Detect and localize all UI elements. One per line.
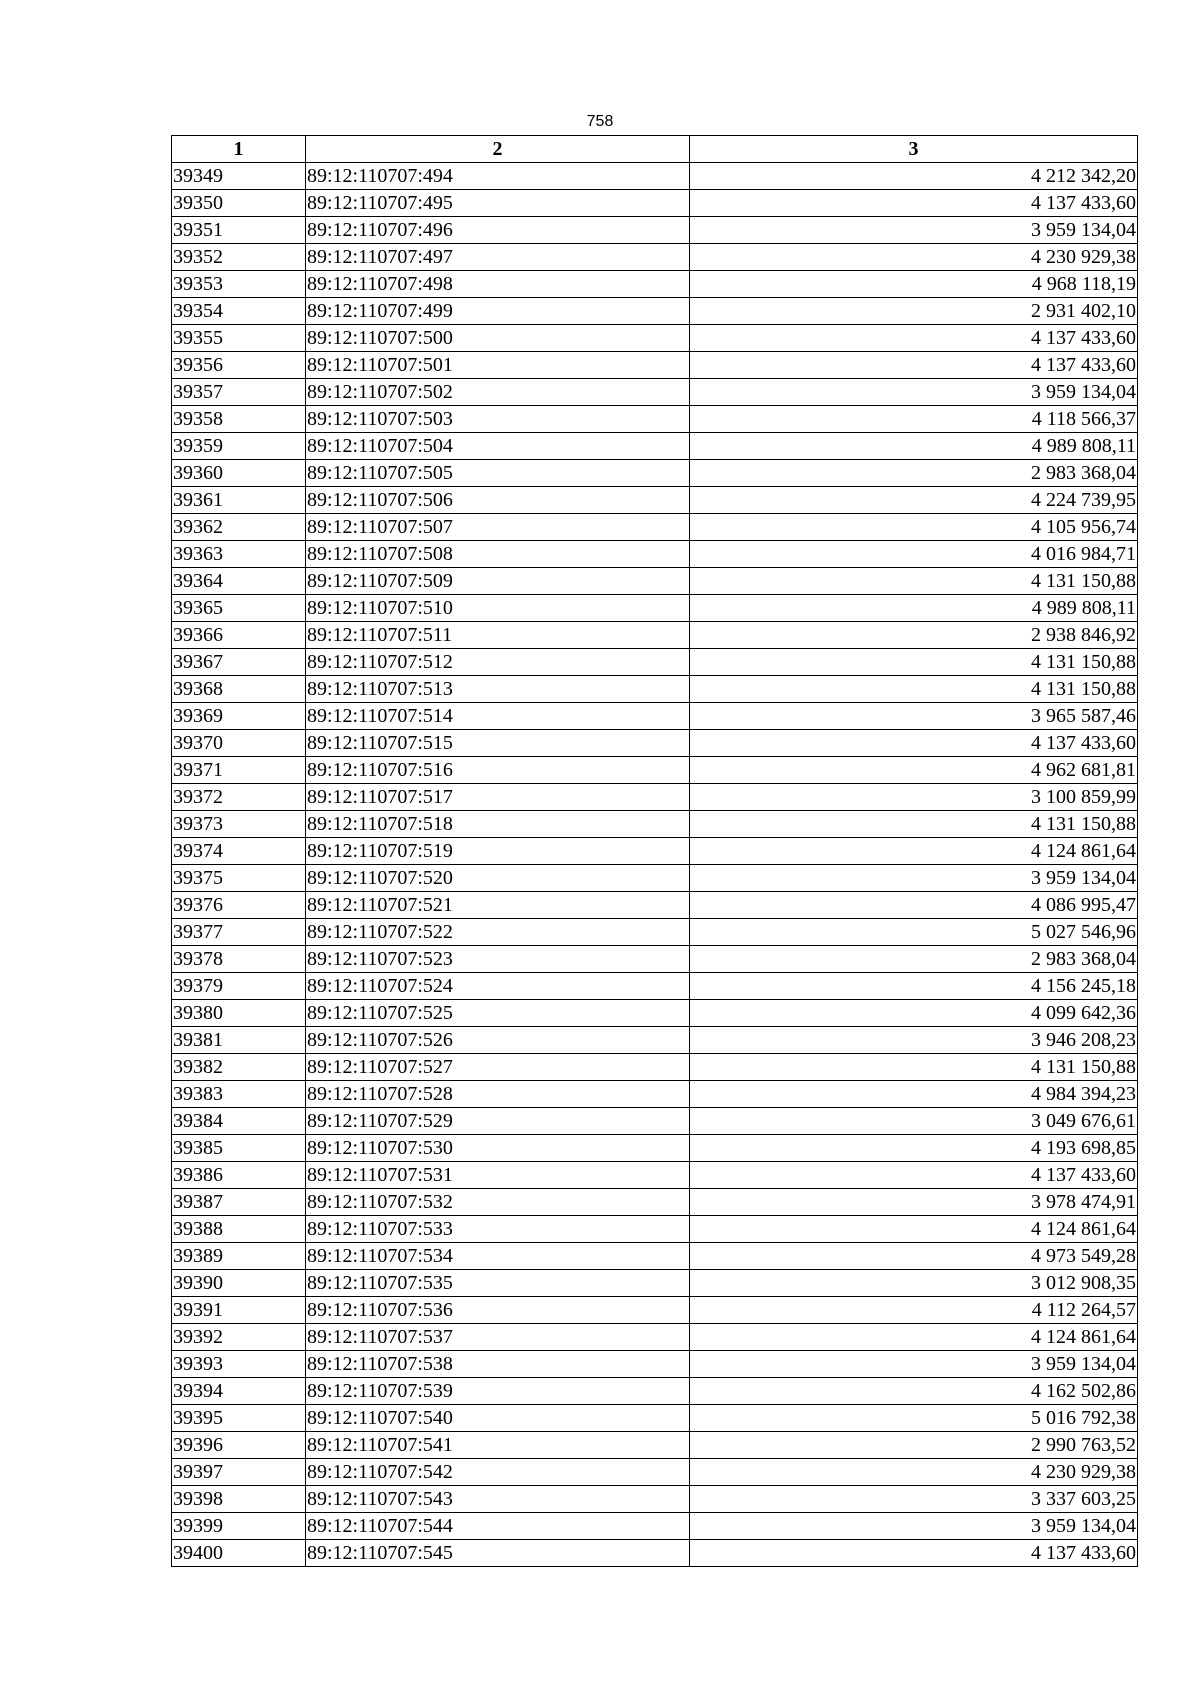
cadastral-number: 89:12:110707:508	[306, 541, 690, 568]
cadastral-value: 4 968 118,19	[690, 271, 1138, 298]
row-number: 39349	[172, 163, 306, 190]
cadastral-value: 4 118 566,37	[690, 406, 1138, 433]
table-row	[172, 811, 1138, 838]
cadastral-number: 89:12:110707:530	[306, 1135, 690, 1162]
cadastral-value: 4 099 642,36	[690, 1000, 1138, 1027]
table-row	[172, 325, 1138, 352]
row-number: 39371	[172, 757, 306, 784]
cadastral-number: 89:12:110707:497	[306, 244, 690, 271]
cadastral-number: 89:12:110707:540	[306, 1405, 690, 1432]
cadastral-number: 89:12:110707:505	[306, 460, 690, 487]
table-row	[172, 460, 1138, 487]
table-row	[172, 1081, 1138, 1108]
table-header-row	[172, 136, 1138, 163]
table-row	[172, 1378, 1138, 1405]
table-row	[172, 433, 1138, 460]
table-row	[172, 1189, 1138, 1216]
row-number: 39392	[172, 1324, 306, 1351]
cadastral-value: 3 946 208,23	[690, 1027, 1138, 1054]
row-number: 39367	[172, 649, 306, 676]
cadastral-number: 89:12:110707:542	[306, 1459, 690, 1486]
cadastral-value: 4 973 549,28	[690, 1243, 1138, 1270]
cadastral-value: 4 989 808,11	[690, 595, 1138, 622]
row-number: 39381	[172, 1027, 306, 1054]
cadastral-number: 89:12:110707:543	[306, 1486, 690, 1513]
cadastral-value: 4 105 956,74	[690, 514, 1138, 541]
cadastral-value: 4 137 433,60	[690, 730, 1138, 757]
cadastral-number: 89:12:110707:504	[306, 433, 690, 460]
cadastral-value: 4 193 698,85	[690, 1135, 1138, 1162]
row-number: 39353	[172, 271, 306, 298]
row-number: 39372	[172, 784, 306, 811]
row-number: 39375	[172, 865, 306, 892]
row-number: 39361	[172, 487, 306, 514]
table-row	[172, 649, 1138, 676]
table-row	[172, 1108, 1138, 1135]
cadastral-number: 89:12:110707:498	[306, 271, 690, 298]
cadastral-value: 4 230 929,38	[690, 244, 1138, 271]
cadastral-number: 89:12:110707:539	[306, 1378, 690, 1405]
row-number: 39370	[172, 730, 306, 757]
row-number: 39397	[172, 1459, 306, 1486]
table-row	[172, 406, 1138, 433]
table-row	[172, 703, 1138, 730]
cadastral-value: 4 124 861,64	[690, 1324, 1138, 1351]
table-row	[172, 379, 1138, 406]
table-row	[172, 1243, 1138, 1270]
table-row	[172, 1486, 1138, 1513]
table-row	[172, 487, 1138, 514]
cadastral-number: 89:12:110707:526	[306, 1027, 690, 1054]
column-header-3: 3	[690, 136, 1138, 163]
cadastral-value: 4 112 264,57	[690, 1297, 1138, 1324]
table-row	[172, 919, 1138, 946]
table-row	[172, 892, 1138, 919]
table-row	[172, 730, 1138, 757]
row-number: 39360	[172, 460, 306, 487]
cadastral-number: 89:12:110707:517	[306, 784, 690, 811]
cadastral-value: 3 965 587,46	[690, 703, 1138, 730]
table-row	[172, 1324, 1138, 1351]
cadastral-number: 89:12:110707:511	[306, 622, 690, 649]
row-number: 39390	[172, 1270, 306, 1297]
table-row	[172, 163, 1138, 190]
row-number: 39394	[172, 1378, 306, 1405]
cadastral-value: 5 027 546,96	[690, 919, 1138, 946]
cadastral-number: 89:12:110707:538	[306, 1351, 690, 1378]
table-row	[172, 1513, 1138, 1540]
table-row	[172, 676, 1138, 703]
table-row	[172, 784, 1138, 811]
row-number: 39363	[172, 541, 306, 568]
row-number: 39377	[172, 919, 306, 946]
cadastral-number: 89:12:110707:545	[306, 1540, 690, 1567]
cadastral-value: 3 959 134,04	[690, 865, 1138, 892]
row-number: 39362	[172, 514, 306, 541]
cadastral-number: 89:12:110707:496	[306, 217, 690, 244]
cadastral-number: 89:12:110707:520	[306, 865, 690, 892]
row-number: 39366	[172, 622, 306, 649]
table-row	[172, 946, 1138, 973]
row-number: 39364	[172, 568, 306, 595]
cadastral-number: 89:12:110707:500	[306, 325, 690, 352]
cadastral-value: 4 984 394,23	[690, 1081, 1138, 1108]
cadastral-number: 89:12:110707:513	[306, 676, 690, 703]
table-row	[172, 1297, 1138, 1324]
cadastral-number: 89:12:110707:506	[306, 487, 690, 514]
cadastral-number: 89:12:110707:525	[306, 1000, 690, 1027]
row-number: 39389	[172, 1243, 306, 1270]
cadastral-value: 4 137 433,60	[690, 1540, 1138, 1567]
cadastral-value: 4 989 808,11	[690, 433, 1138, 460]
row-number: 39350	[172, 190, 306, 217]
cadastral-number: 89:12:110707:537	[306, 1324, 690, 1351]
cadastral-number: 89:12:110707:502	[306, 379, 690, 406]
row-number: 39357	[172, 379, 306, 406]
cadastral-value: 4 212 342,20	[690, 163, 1138, 190]
cadastral-number: 89:12:110707:515	[306, 730, 690, 757]
row-number: 39356	[172, 352, 306, 379]
table-row	[172, 1054, 1138, 1081]
cadastral-value: 3 100 859,99	[690, 784, 1138, 811]
row-number: 39379	[172, 973, 306, 1000]
row-number: 39387	[172, 1189, 306, 1216]
column-header-2: 2	[306, 136, 690, 163]
cadastral-number: 89:12:110707:529	[306, 1108, 690, 1135]
cadastral-value: 4 016 984,71	[690, 541, 1138, 568]
row-number: 39398	[172, 1486, 306, 1513]
table-row	[172, 1216, 1138, 1243]
cadastral-number: 89:12:110707:495	[306, 190, 690, 217]
table-row	[172, 838, 1138, 865]
row-number: 39368	[172, 676, 306, 703]
cadastral-value: 4 137 433,60	[690, 325, 1138, 352]
cadastral-value: 4 156 245,18	[690, 973, 1138, 1000]
cadastral-value: 2 983 368,04	[690, 946, 1138, 973]
row-number: 39396	[172, 1432, 306, 1459]
table-row	[172, 1000, 1138, 1027]
cadastral-number: 89:12:110707:518	[306, 811, 690, 838]
cadastral-value: 3 959 134,04	[690, 1351, 1138, 1378]
table-row	[172, 1162, 1138, 1189]
row-number: 39400	[172, 1540, 306, 1567]
cadastral-value: 3 012 908,35	[690, 1270, 1138, 1297]
row-number: 39355	[172, 325, 306, 352]
row-number: 39358	[172, 406, 306, 433]
table-row	[172, 541, 1138, 568]
cadastral-value-table	[171, 135, 1138, 1567]
cadastral-value: 3 959 134,04	[690, 379, 1138, 406]
column-header-1: 1	[172, 136, 306, 163]
row-number: 39376	[172, 892, 306, 919]
row-number: 39369	[172, 703, 306, 730]
table-row	[172, 352, 1138, 379]
cadastral-number: 89:12:110707:507	[306, 514, 690, 541]
cadastral-value: 4 131 150,88	[690, 649, 1138, 676]
row-number: 39359	[172, 433, 306, 460]
row-number: 39352	[172, 244, 306, 271]
cadastral-value: 3 978 474,91	[690, 1189, 1138, 1216]
cadastral-number: 89:12:110707:509	[306, 568, 690, 595]
cadastral-value: 4 131 150,88	[690, 811, 1138, 838]
cadastral-number: 89:12:110707:522	[306, 919, 690, 946]
table-row	[172, 1135, 1138, 1162]
row-number: 39365	[172, 595, 306, 622]
row-number: 39383	[172, 1081, 306, 1108]
cadastral-number: 89:12:110707:535	[306, 1270, 690, 1297]
cadastral-number: 89:12:110707:521	[306, 892, 690, 919]
row-number: 39374	[172, 838, 306, 865]
cadastral-number: 89:12:110707:534	[306, 1243, 690, 1270]
table-row	[172, 190, 1138, 217]
table-body	[172, 163, 1138, 1567]
cadastral-value: 3 337 603,25	[690, 1486, 1138, 1513]
table-row	[172, 973, 1138, 1000]
cadastral-value: 4 131 150,88	[690, 568, 1138, 595]
table-row	[172, 1270, 1138, 1297]
cadastral-number: 89:12:110707:501	[306, 352, 690, 379]
cadastral-value: 2 983 368,04	[690, 460, 1138, 487]
cadastral-number: 89:12:110707:527	[306, 1054, 690, 1081]
cadastral-number: 89:12:110707:532	[306, 1189, 690, 1216]
table-row	[172, 1405, 1138, 1432]
row-number: 39378	[172, 946, 306, 973]
row-number: 39384	[172, 1108, 306, 1135]
cadastral-number: 89:12:110707:514	[306, 703, 690, 730]
cadastral-number: 89:12:110707:519	[306, 838, 690, 865]
cadastral-number: 89:12:110707:494	[306, 163, 690, 190]
cadastral-number: 89:12:110707:499	[306, 298, 690, 325]
table-row	[172, 1540, 1138, 1567]
row-number: 39354	[172, 298, 306, 325]
row-number: 39393	[172, 1351, 306, 1378]
cadastral-number: 89:12:110707:503	[306, 406, 690, 433]
row-number: 39386	[172, 1162, 306, 1189]
cadastral-number: 89:12:110707:536	[306, 1297, 690, 1324]
cadastral-value: 4 162 502,86	[690, 1378, 1138, 1405]
cadastral-value: 3 049 676,61	[690, 1108, 1138, 1135]
cadastral-value: 2 938 846,92	[690, 622, 1138, 649]
cadastral-value: 4 131 150,88	[690, 1054, 1138, 1081]
table-row	[172, 1432, 1138, 1459]
cadastral-value: 2 990 763,52	[690, 1432, 1138, 1459]
cadastral-number: 89:12:110707:510	[306, 595, 690, 622]
row-number: 39399	[172, 1513, 306, 1540]
table-row	[172, 568, 1138, 595]
cadastral-number: 89:12:110707:528	[306, 1081, 690, 1108]
table-row	[172, 1459, 1138, 1486]
cadastral-number: 89:12:110707:524	[306, 973, 690, 1000]
cadastral-value: 4 962 681,81	[690, 757, 1138, 784]
cadastral-value: 4 230 929,38	[690, 1459, 1138, 1486]
row-number: 39391	[172, 1297, 306, 1324]
table-row	[172, 1351, 1138, 1378]
cadastral-number: 89:12:110707:541	[306, 1432, 690, 1459]
table-row	[172, 757, 1138, 784]
table-row	[172, 595, 1138, 622]
cadastral-value: 3 959 134,04	[690, 1513, 1138, 1540]
table-row	[172, 622, 1138, 649]
cadastral-number: 89:12:110707:533	[306, 1216, 690, 1243]
cadastral-value: 3 959 134,04	[690, 217, 1138, 244]
cadastral-value: 4 137 433,60	[690, 190, 1138, 217]
cadastral-value: 5 016 792,38	[690, 1405, 1138, 1432]
cadastral-value: 4 137 433,60	[690, 352, 1138, 379]
table-row	[172, 271, 1138, 298]
cadastral-value: 4 137 433,60	[690, 1162, 1138, 1189]
table-row	[172, 244, 1138, 271]
table-row	[172, 865, 1138, 892]
page-number: 758	[586, 113, 614, 130]
row-number: 39351	[172, 217, 306, 244]
row-number: 39382	[172, 1054, 306, 1081]
cadastral-value: 4 124 861,64	[690, 1216, 1138, 1243]
cadastral-number: 89:12:110707:544	[306, 1513, 690, 1540]
row-number: 39395	[172, 1405, 306, 1432]
table-row	[172, 298, 1138, 325]
row-number: 39385	[172, 1135, 306, 1162]
cadastral-value: 4 086 995,47	[690, 892, 1138, 919]
cadastral-number: 89:12:110707:512	[306, 649, 690, 676]
cadastral-value: 4 131 150,88	[690, 676, 1138, 703]
row-number: 39380	[172, 1000, 306, 1027]
table-row	[172, 1027, 1138, 1054]
cadastral-value: 2 931 402,10	[690, 298, 1138, 325]
cadastral-number: 89:12:110707:516	[306, 757, 690, 784]
cadastral-number: 89:12:110707:523	[306, 946, 690, 973]
row-number: 39388	[172, 1216, 306, 1243]
row-number: 39373	[172, 811, 306, 838]
cadastral-value: 4 224 739,95	[690, 487, 1138, 514]
table-row	[172, 514, 1138, 541]
cadastral-value: 4 124 861,64	[690, 838, 1138, 865]
cadastral-number: 89:12:110707:531	[306, 1162, 690, 1189]
table-row	[172, 217, 1138, 244]
